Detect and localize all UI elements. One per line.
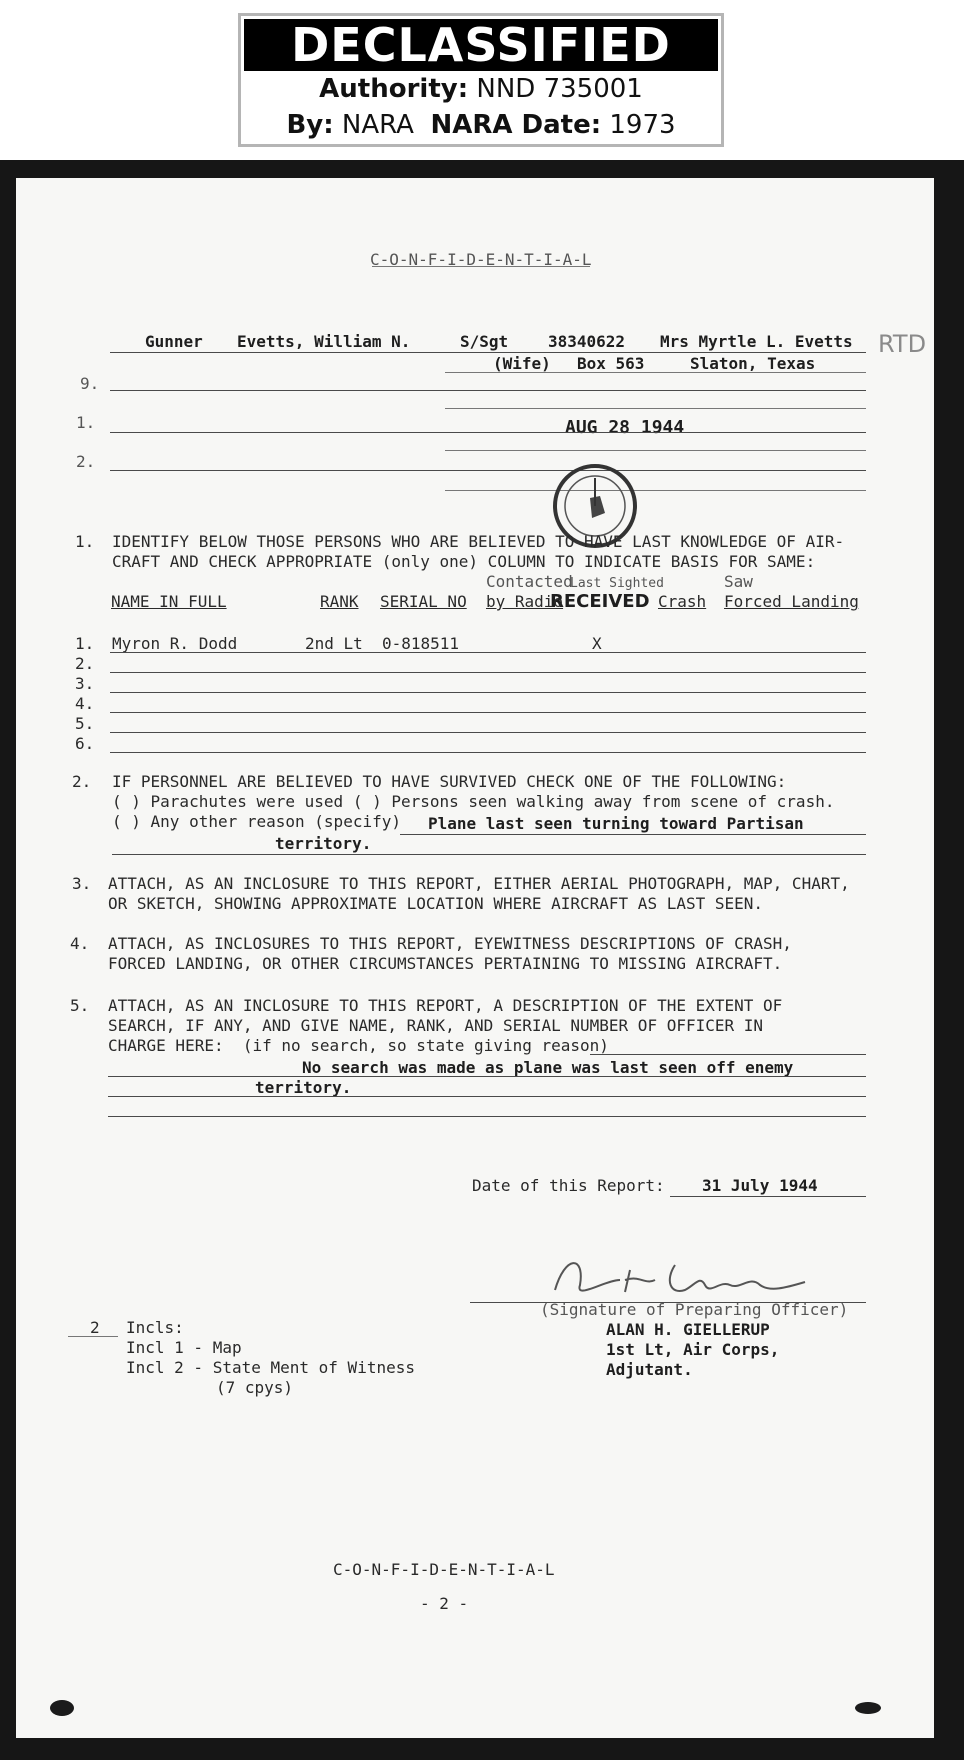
item3-line1: ATTACH, AS AN INCLOSURE TO THIS REPORT, EITHER AERIAL PHOTOGRAPH, MAP, CHART, — [108, 874, 850, 893]
crew-position: Gunner — [145, 332, 203, 351]
next-of-kin: Mrs Myrtle L. Evetts — [660, 332, 853, 351]
scan-blot — [855, 1702, 881, 1714]
officer-rank: 1st Lt, Air Corps, — [606, 1340, 780, 1359]
inclosure-item: (7 cpys) — [216, 1378, 294, 1397]
banner-authority — [241, 71, 721, 107]
specify-underline — [400, 834, 866, 835]
crew-serial: 38340622 — [548, 332, 626, 351]
item5-number: 5. — [70, 996, 90, 1015]
address-underline — [445, 372, 866, 373]
item5-line1: ATTACH, AS AN INCLOSURE TO THIS REPORT, A DESCRIPTION OF THE EXTENT OF — [108, 996, 783, 1015]
col-rank: RANK — [320, 592, 359, 611]
crew-line — [110, 470, 866, 471]
witness-name: Myron R. Dodd — [112, 634, 238, 653]
nara-date-label: NARA Date: — [430, 110, 602, 140]
item2-line1: IF PERSONNEL ARE BELIEVED TO HAVE SURVIVED CHECK ONE OF THE FOLLOWING: — [112, 772, 787, 791]
by-value: NARA — [341, 110, 414, 140]
row-line — [110, 692, 866, 693]
row-number: 5. — [75, 714, 95, 733]
authority-label: Authority: — [319, 74, 469, 104]
answer-line — [108, 1076, 866, 1077]
inclosures-label: Incls: — [126, 1318, 184, 1337]
row-line — [110, 732, 866, 733]
authority-value: NND 735001 — [476, 74, 643, 104]
crew-line — [110, 390, 866, 391]
answer-line — [108, 1096, 866, 1097]
row-line — [110, 672, 866, 673]
crew-line — [445, 408, 866, 409]
by-label: By: — [286, 110, 334, 140]
col-crash: Crash — [658, 592, 707, 611]
inclosure-item: Incl 1 - Map — [126, 1338, 242, 1357]
page-number: - 2 - — [420, 1594, 469, 1613]
footer-classification: C-O-N-F-I-D-E-N-T-I-A-L — [333, 1560, 555, 1579]
row-line — [110, 712, 866, 713]
report-date-label: Date of this Report: — [472, 1176, 665, 1195]
row-number: 1. — [75, 634, 95, 653]
crew-row-number: 1. — [76, 413, 96, 432]
item5-answer2: territory. — [255, 1078, 352, 1097]
inclosure-count: 2 — [90, 1318, 100, 1337]
specify-underline — [112, 854, 866, 855]
nara-date-value: 1973 — [609, 110, 676, 140]
col-contacted-top: Contacted — [486, 572, 573, 591]
col-sighted: Last Sighted — [570, 576, 664, 591]
col-forced: Forced Landing — [724, 592, 859, 611]
crew-rank: S/Sgt — [460, 332, 509, 351]
item1-line2: CRAFT AND CHECK APPROPRIATE (only one) COLUMN TO INDICATE BASIS FOR SAME: — [112, 552, 816, 571]
item4-line2: FORCED LANDING, OR OTHER CIRCUMSTANCES PERTAINING TO MISSING AIRCRAFT. — [108, 954, 783, 973]
scan-blot — [50, 1700, 74, 1716]
received-label: RECEIVED — [550, 591, 650, 612]
inclosure-count-underline — [68, 1336, 118, 1337]
answer-line — [590, 1054, 866, 1055]
item2-line2: ( ) Parachutes were used ( ) Persons seen walking away from scene of crash. — [112, 792, 835, 811]
kin-city: Slaton, Texas — [690, 354, 816, 373]
item2-number: 2. — [72, 772, 92, 791]
item5-answer1: No search was made as plane was last seen off enemy — [302, 1058, 794, 1077]
crew-line — [110, 432, 866, 433]
crew-row-number: 2. — [76, 452, 96, 471]
item2-line3: ( ) Any other reason (specify) — [112, 812, 401, 831]
col-contacted: by Radio — [486, 592, 564, 611]
row-line — [110, 652, 866, 653]
banner-by — [241, 107, 721, 143]
item1-number: 1. — [75, 532, 95, 551]
item5-line3: CHARGE HERE: (if no search, so state giving reason) — [108, 1036, 609, 1055]
strike-line — [372, 266, 590, 267]
col-saw-top: Saw — [724, 572, 753, 591]
kin-relation: (Wife) — [493, 354, 551, 373]
item5-line2: SEARCH, IF ANY, AND GIVE NAME, RANK, AND SERIAL NUMBER OF OFFICER IN — [108, 1016, 764, 1035]
row-line — [110, 752, 866, 753]
row-number: 4. — [75, 694, 95, 713]
item4-line1: ATTACH, AS INCLOSURES TO THIS REPORT, EYEWITNESS DESCRIPTIONS OF CRASH, — [108, 934, 792, 953]
item3-line2: OR SKETCH, SHOWING APPROXIMATE LOCATION WHERE AIRCRAFT AS LAST SEEN. — [108, 894, 764, 913]
date-underline — [670, 1196, 866, 1197]
row-number: 2. — [75, 654, 95, 673]
inclosure-item: Incl 2 - State Ment of Witness — [126, 1358, 415, 1377]
item1-line1: IDENTIFY BELOW THOSE PERSONS WHO ARE BELIEVED TO HAVE LAST KNOWLEDGE OF AIR- — [112, 532, 845, 551]
kin-address: Box 563 — [577, 354, 645, 373]
crew-line — [445, 490, 866, 491]
item3-number: 3. — [72, 874, 92, 893]
witness-serial: 0-818511 — [382, 634, 460, 653]
officer-name: ALAN H. GIELLERUP — [606, 1320, 770, 1339]
received-date: AUG 28 1944 — [565, 417, 685, 438]
item4-number: 4. — [70, 934, 90, 953]
crew-underline — [110, 352, 866, 353]
declassified-banner — [238, 13, 724, 147]
report-date-value: 31 July 1944 — [702, 1176, 818, 1195]
col-name: NAME IN FULL — [111, 592, 227, 611]
banner-title: DECLASSIFIED — [244, 19, 718, 71]
answer-line — [108, 1116, 866, 1117]
signature-caption: (Signature of Preparing Officer) — [540, 1300, 849, 1319]
crew-row-number: 9. — [80, 374, 100, 393]
header-classification: C-O-N-F-I-D-E-N-T-I-A-L — [370, 250, 592, 269]
row-number: 3. — [75, 674, 95, 693]
crew-line — [445, 450, 866, 451]
witness-mark: X — [592, 634, 602, 653]
crew-name: Evetts, William N. — [237, 332, 411, 351]
item2-specify-value: Plane last seen turning toward Partisan — [428, 814, 804, 833]
item2-specify-value2: territory. — [275, 834, 372, 853]
margin-note: RTD — [878, 330, 927, 358]
row-number: 6. — [75, 734, 95, 753]
witness-rank: 2nd Lt — [305, 634, 363, 653]
col-serial: SERIAL NO — [380, 592, 467, 611]
officer-title: Adjutant. — [606, 1360, 693, 1379]
